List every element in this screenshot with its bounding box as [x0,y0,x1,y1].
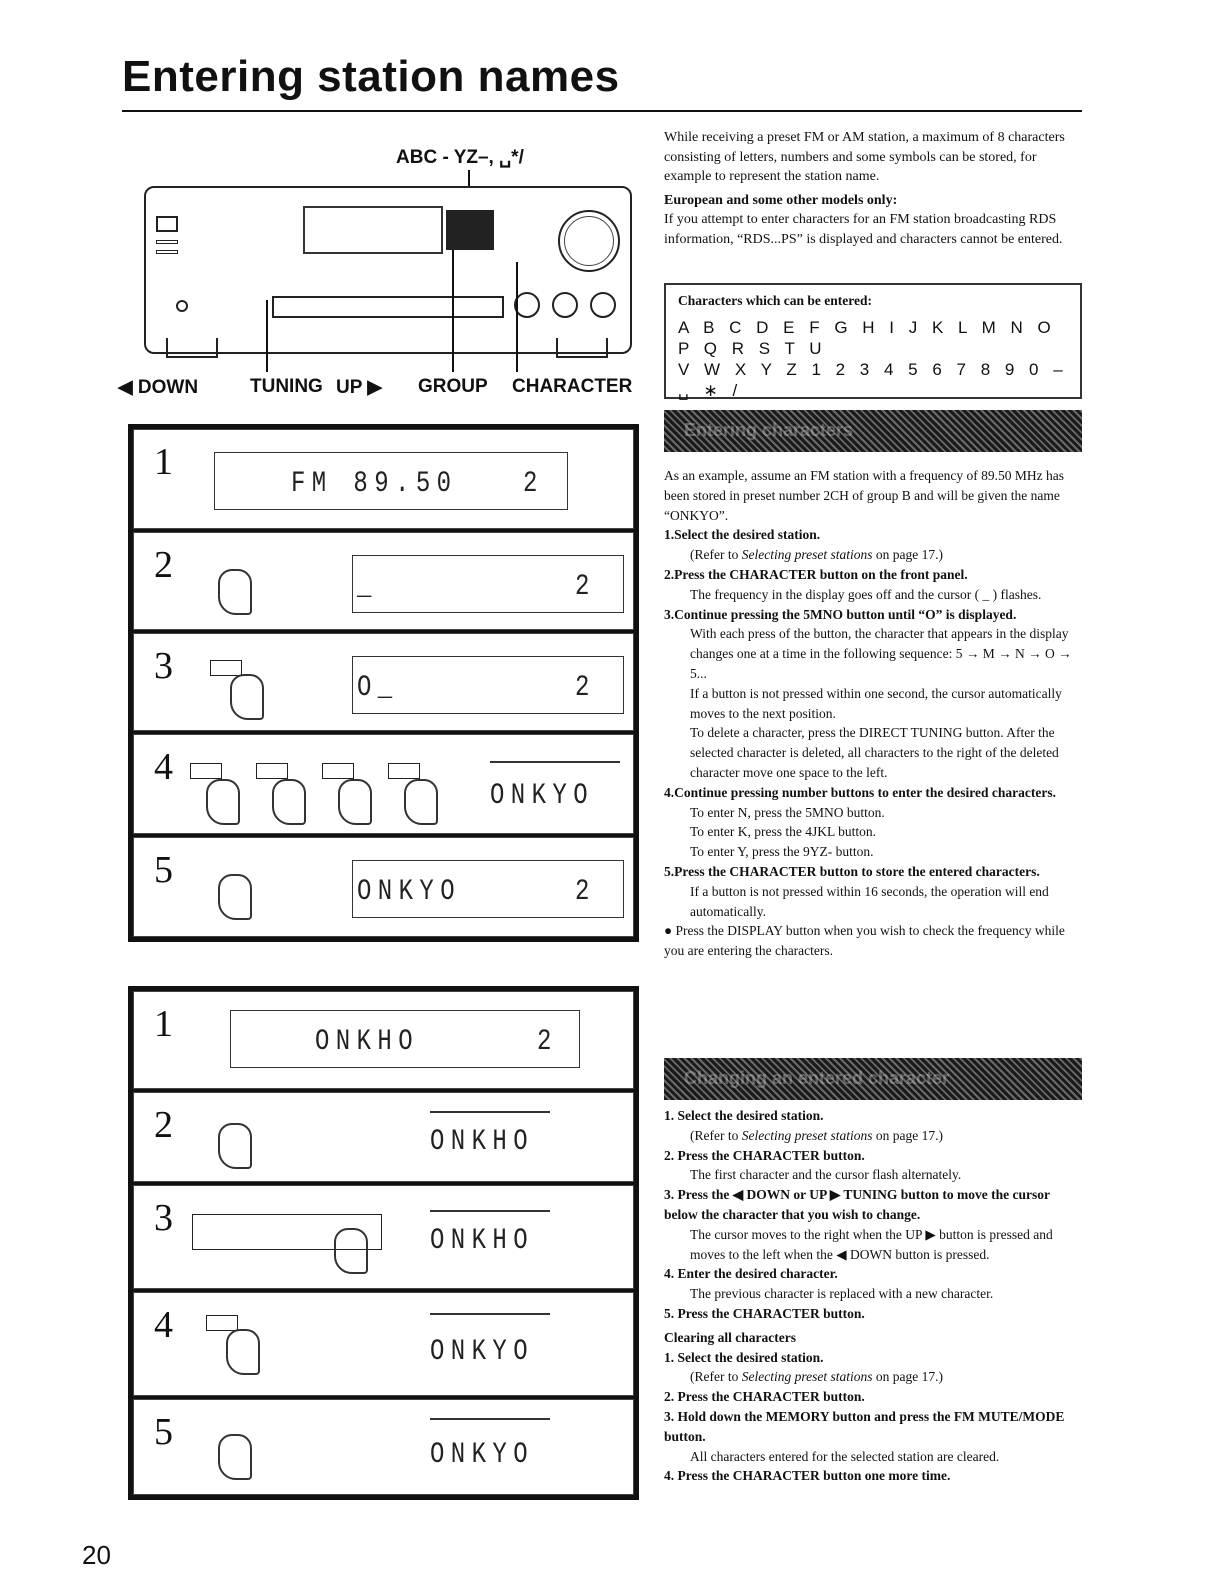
characters-box [664,283,1082,399]
clear-step-1-ref: (Refer to Selecting preset stations on page 17.) [690,1369,943,1385]
change-step-4-detail: The previous character is replaced with a new character. [690,1286,994,1302]
button-icon [206,1315,238,1331]
step-3-detail: With each press of the button, the character that appears in the display changes one at a time in the following sequence: 5 → M → N → O → 5... [690,626,1072,681]
step-5-detail: If a button is not pressed within 16 seconds, the operation will end automatically. [690,883,1049,919]
step-2-detail: The frequency in the display goes off and the cursor ( _ ) flashes. [690,586,1042,602]
lcd-text: _ [357,570,378,604]
step-3: 3.Continue pressing the 5MNO button until “O” is displayed. [664,606,1017,622]
step-number: 1 [154,1003,173,1045]
panel-step [133,734,634,834]
lcd-text: ONKYO [430,1438,535,1472]
step-1: 1.Select the desired station. [664,527,821,543]
step-number: 2 [154,544,173,586]
lcd-display [352,860,624,918]
panel-step [133,633,634,731]
panel-step [133,1092,634,1182]
lcd-text: ONKYO [430,1335,535,1369]
hand-icon [218,1123,252,1169]
up-label: UP ▶ [336,377,382,398]
change-step-2: 2. Press the CHARACTER button. [664,1147,865,1163]
entering-panels [128,424,639,942]
hand-icon [206,779,240,825]
lcd-display [230,1010,580,1068]
step-2: 2.Press the CHARACTER button on the front panel. [664,566,968,582]
group-label: GROUP [418,376,488,397]
lcd-text: FM 89.50 [291,467,458,501]
tuning-label: TUNING [250,376,323,397]
step-3-detail: If a button is not pressed within one second, the cursor automatically moves to the next position. [690,685,1062,721]
callout-line [516,262,518,372]
change-step-2-detail: The first character and the cursor flash alternately. [690,1167,962,1183]
change-step-5: 5. Press the CHARACTER button. [664,1305,865,1321]
title-rule [122,110,1082,112]
hand-icon [218,569,252,615]
foot [166,338,218,358]
keypad [446,210,494,250]
lcd-channel: 2 [575,875,596,909]
hand-icon [338,779,372,825]
lcd-text: O_ [357,671,399,705]
step-number: 4 [154,1304,173,1346]
banner-text: Entering characters [684,420,854,440]
hand-icon [404,779,438,825]
knob-icon [552,292,578,318]
step-number: 1 [154,441,173,483]
lcd-edge [430,1210,550,1212]
volume-knob-inner [564,216,614,266]
button-icon [156,250,178,254]
characters-label: ABC - YZ–, ␣*/ [396,147,524,168]
hand-icon [226,1329,260,1375]
change-step-3: 3. Press the ◀ DOWN or UP ▶ TUNING button to move the cursor below the character that you wish to change. [664,1187,1050,1222]
clear-step-4: 4. Press the CHARACTER button one more time. [664,1468,951,1484]
example-text: As an example, assume an FM station with a frequency of 89.50 MHz has been stored in preset number 2CH of group B and will be given the name “ONKYO”. [664,468,1065,523]
preset-buttons [272,296,504,318]
euro-heading: European and some other models only: [664,192,898,208]
receiver-diagram [144,186,632,354]
banner-text: Changing an entered character [684,1068,950,1088]
change-step-1: 1. Select the desired station. [664,1108,824,1123]
step-4-detail: To enter N, press the 5MNO button. [690,804,885,820]
page-number: 20 [82,1540,111,1570]
down-label: ◀ DOWN [118,377,199,398]
clear-heading: Clearing all characters [664,1329,796,1345]
headphone-jack-icon [176,300,188,312]
step-4-detail: To enter Y, press the 9YZ- button. [690,844,874,860]
charbox-row-1: A B C D E F G H I J K L M N O P Q R S T U [678,318,1056,358]
lcd-edge [430,1418,550,1420]
button-icon [156,240,178,244]
lcd-channel: 2 [575,570,596,604]
entering-steps [664,466,1084,961]
panel-step [133,991,634,1089]
lcd-text: ONKYO [357,875,462,909]
lcd-channel: 2 [523,467,544,501]
step-number: 4 [154,746,173,788]
lcd-text: ONKYO [490,779,595,813]
callout-line [452,250,454,372]
clear-step-1: 1. Select the desired station. [664,1349,824,1365]
hand-icon [218,874,252,920]
changing-panels [128,986,639,1500]
change-step-4: 4. Enter the desired character. [664,1266,838,1282]
hand-icon [272,779,306,825]
euro-paragraph: If you attempt to enter characters for an FM station broadcasting RDS information, “RDS...PS” is displayed and characters cannot be entered. [664,212,1063,247]
step-5: 5.Press the CHARACTER button to store the entered characters. [664,863,1040,879]
power-switch-icon [156,216,178,232]
section-banner-entering [664,410,1082,452]
hand-icon [334,1228,368,1274]
section-banner-changing [664,1058,1082,1100]
panel-step [133,1399,634,1495]
hand-icon [218,1434,252,1480]
lcd-display [214,452,568,510]
panel-step [133,1292,634,1396]
lcd-edge [430,1313,550,1315]
intro-text [664,128,1084,249]
step-number: 3 [154,1197,173,1239]
lcd-display [352,555,624,613]
step-number: 5 [154,849,173,891]
lcd-edge [490,761,620,763]
step-number: 3 [154,645,173,687]
step-4-detail: To enter K, press the 4JKL button. [690,824,877,840]
charbox-row-2: V W X Y Z 1 2 3 4 5 6 7 8 9 0 – ␣ ∗ / [678,360,1068,400]
foot [556,338,608,358]
button-icon [322,763,354,779]
clear-step-3-detail: All characters entered for the selected station are cleared. [690,1448,1000,1464]
step-1-ref: (Refer to Selecting preset stations on page 17.) [690,547,943,563]
step-number: 5 [154,1411,173,1453]
callout-line [266,300,268,372]
change-step-1-ref: (Refer to Selecting preset stations on page 17.) [690,1127,943,1143]
step-number: 2 [154,1104,173,1146]
intro-paragraph: While receiving a preset FM or AM station, a maximum of 8 characters consisting of letters, numbers and some symbols can be stored, for example to represent the station name. [664,130,1065,184]
bullet-note: ● Press the DISPLAY button when you wish to check the frequency while you are entering the characters. [664,923,1065,959]
lcd-text: ONKHO [315,1025,420,1059]
button-icon [190,763,222,779]
lcd-text: ONKHO [430,1224,535,1258]
clear-step-2: 2. Press the CHARACTER button. [664,1389,865,1405]
step-3-detail: To delete a character, press the DIRECT TUNING button. After the selected character is deleted, all characters to the right of the deleted character move one space to the left. [690,725,1059,780]
panel-step [133,532,634,630]
page-title: Entering station names [122,52,620,101]
lcd-text: ONKHO [430,1125,535,1159]
character-label: CHARACTER [512,376,633,397]
clear-step-3: 3. Hold down the MEMORY button and press the FM MUTE/MODE button. [664,1408,1065,1444]
button-icon [388,763,420,779]
receiver-display [303,206,443,254]
button-icon [210,660,242,676]
changing-steps [664,1106,1084,1486]
button-icon [256,763,288,779]
panel-step [133,837,634,937]
panel-step [133,429,634,529]
lcd-channel: 2 [537,1025,558,1059]
hand-icon [230,674,264,720]
lcd-display [352,656,624,714]
change-step-3-detail: The cursor moves to the right when the UP ▶ button is pressed and moves to the left when the ◀ DOWN button is pressed. [690,1226,1053,1262]
lcd-channel: 2 [575,671,596,705]
panel-step [133,1185,634,1289]
charbox-heading: Characters which can be entered: [678,293,872,308]
lcd-edge [430,1111,550,1113]
step-4: 4.Continue pressing number buttons to enter the desired characters. [664,784,1057,800]
knob-icon [590,292,616,318]
